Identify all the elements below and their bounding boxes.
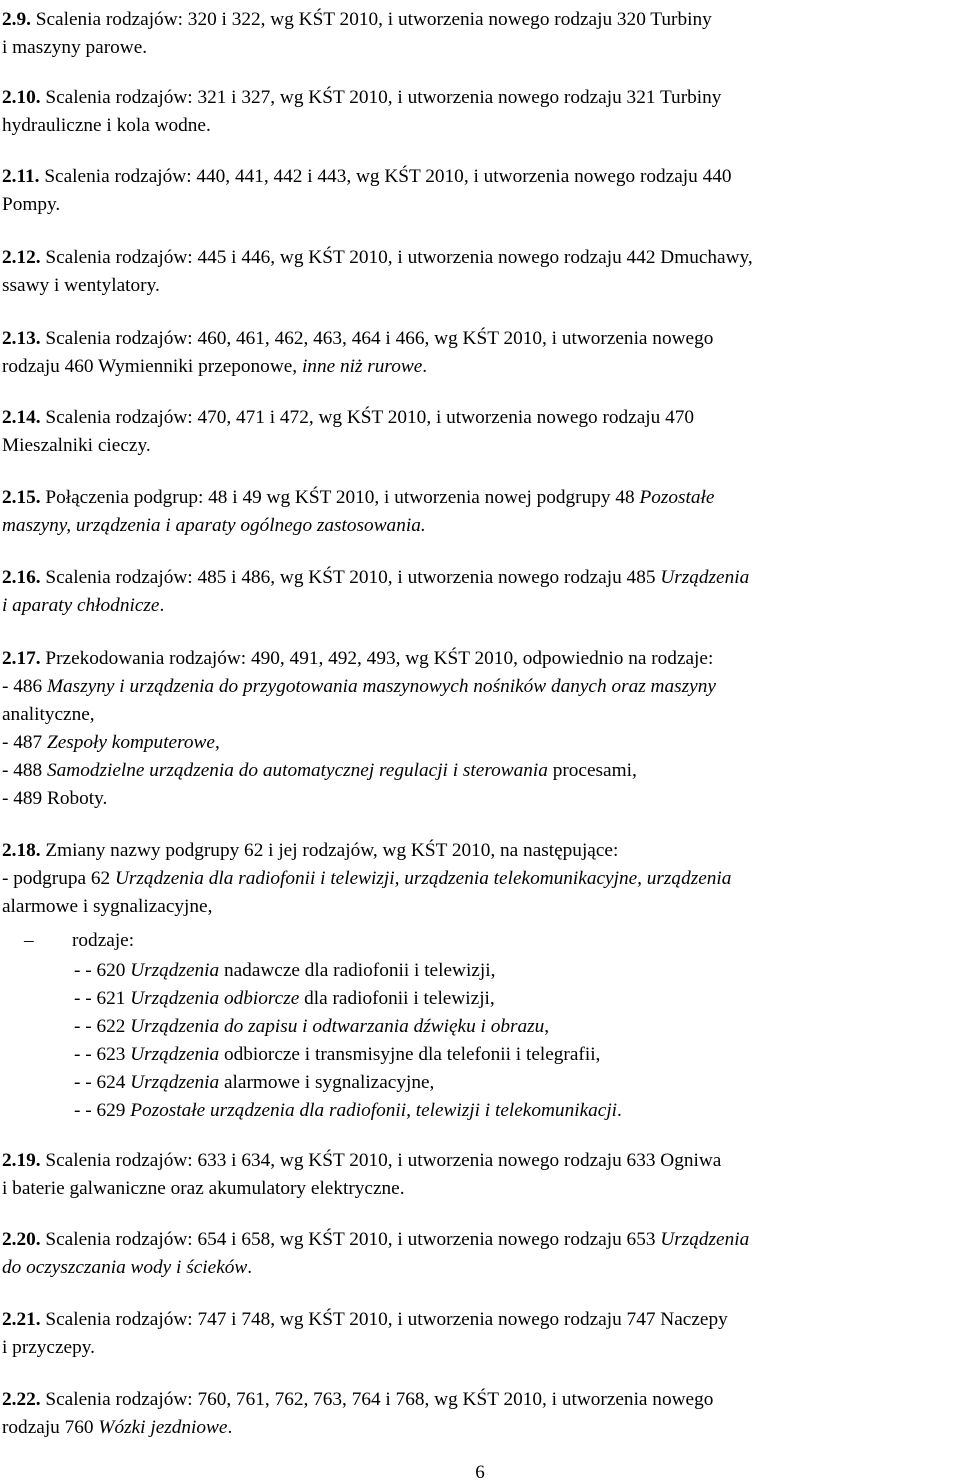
section-text: Mieszalniki cieczy. <box>2 435 151 456</box>
section-text: Połączenia podgrup: 48 i 49 wg KŚT 2010, i utworzenia nowej podgrupy 48 <box>45 487 640 508</box>
section-text: . <box>247 1257 253 1278</box>
list-item: - 488 Samodzielne urządzenia do automatycznej regulacji i sterowania procesami, <box>2 760 637 781</box>
section-text: Scalenia rodzajów: 470, 471 i 472, wg KŚT 2010, i utworzenia nowego rodzaju 470 <box>45 407 695 428</box>
section-italic-text: Urządzenia <box>660 1229 750 1250</box>
list-item: - - 629 Pozostałe urządzenia dla radiofonii, telewizji i telekomunikacji. <box>74 1100 622 1121</box>
section-text: Scalenia rodzajów: 445 i 446, wg KŚT 2010, i utworzenia nowego rodzaju 442 Dmuchawy, <box>45 247 753 268</box>
group-line-continuation: alarmowe i sygnalizacyjne, <box>2 896 213 917</box>
section-text: ssawy i wentylatory. <box>2 275 160 296</box>
section-2-21 <box>2 1306 958 1362</box>
section-number: 2.17. <box>2 648 41 669</box>
section-italic-text: i aparaty chłodnicze <box>2 595 160 616</box>
list-item: - 489 Roboty. <box>2 788 108 809</box>
section-2-10 <box>2 84 958 140</box>
section-2-20 <box>2 1226 958 1282</box>
page-number: 6 <box>475 1462 485 1483</box>
section-number: 2.18. <box>2 840 41 861</box>
list-item: - 487 Zespoły komputerowe, <box>2 732 220 753</box>
section-number: 2.12. <box>2 247 41 268</box>
section-italic-text: Urządzenia <box>660 567 750 588</box>
section-text: Scalenia rodzajów: 654 i 658, wg KŚT 2010, i utworzenia nowego rodzaju 653 <box>45 1229 661 1250</box>
section-text: Scalenia rodzajów: 460, 461, 462, 463, 464 i 466, wg KŚT 2010, i utworzenia nowego <box>45 328 714 349</box>
list-item: - - 622 Urządzenia do zapisu i odtwarzania dźwięku i obrazu, <box>74 1016 550 1037</box>
list-item: - - 620 Urządzenia nadawcze dla radiofonii i telewizji, <box>74 960 496 981</box>
list-item: - - 623 Urządzenia odbiorcze i transmisyjne dla telefonii i telegrafii, <box>74 1044 601 1065</box>
section-text: i przyczepy. <box>2 1337 95 1358</box>
section-text: hydrauliczne i kola wodne. <box>2 115 211 136</box>
section-2-17 <box>2 645 958 813</box>
list-item: - - 621 Urządzenia odbiorcze dla radiofonii i telewizji, <box>74 988 495 1009</box>
section-2-19 <box>2 1147 958 1203</box>
section-text: Przekodowania rodzajów: 490, 491, 492, 493, wg KŚT 2010, odpowiednio na rodzaje: <box>45 648 714 669</box>
section-number: 2.21. <box>2 1309 41 1330</box>
section-text: . <box>422 356 428 377</box>
section-text: . <box>159 595 165 616</box>
section-italic-text: Wózki jezdniowe <box>98 1417 228 1438</box>
list-item: - - 624 Urządzenia alarmowe i sygnalizacyjne, <box>74 1072 435 1093</box>
section-2-22 <box>2 1386 958 1442</box>
section-2-11 <box>2 163 958 219</box>
rodzaje-list <box>74 957 954 1125</box>
section-text: Zmiany nazwy podgrupy 62 i jej rodzajów, wg KŚT 2010, na następujące: <box>45 840 619 861</box>
section-text: rodzaju 760 <box>2 1417 99 1438</box>
section-italic-text: maszyny, urządzenia i aparaty ogólnego zastosowania. <box>2 515 426 536</box>
section-text: . <box>227 1417 233 1438</box>
section-number: 2.19. <box>2 1150 41 1171</box>
section-text: Scalenia rodzajów: 633 i 634, wg KŚT 2010, i utworzenia nowego rodzaju 633 Ogniwa <box>45 1150 722 1171</box>
section-italic-text: inne niż rurowe <box>301 356 423 377</box>
section-number: 2.9. <box>2 9 31 30</box>
section-text: Scalenia rodzajów: 320 i 322, wg KŚT 2010, i utworzenia nowego rodzaju 320 Turbiny <box>35 9 712 30</box>
section-number: 2.11. <box>2 166 40 187</box>
section-number: 2.15. <box>2 487 41 508</box>
list-item: - 486 Maszyny i urządzenia do przygotowania maszynowych nośników danych oraz maszyny <box>2 676 716 697</box>
section-text: Scalenia rodzajów: 440, 441, 442 i 443, wg KŚT 2010, i utworzenia nowego rodzaju 440 <box>44 166 732 187</box>
section-text: i maszyny parowe. <box>2 37 148 58</box>
section-italic-text: do oczyszczania wody i ścieków <box>2 1257 248 1278</box>
section-2-13 <box>2 325 958 381</box>
section-text: Scalenia rodzajów: 747 i 748, wg KŚT 2010, i utworzenia nowego rodzaju 747 Naczepy <box>45 1309 728 1330</box>
section-text: Scalenia rodzajów: 760, 761, 762, 763, 764 i 768, wg KŚT 2010, i utworzenia nowego <box>45 1389 714 1410</box>
section-2-16 <box>2 564 958 620</box>
section-number: 2.20. <box>2 1229 41 1250</box>
section-number: 2.22. <box>2 1389 41 1410</box>
section-2-15 <box>2 484 958 540</box>
section-2-14 <box>2 404 958 460</box>
section-2-18 <box>2 837 958 1137</box>
section-2-9 <box>2 6 958 62</box>
section-text: Scalenia rodzajów: 321 i 327, wg KŚT 2010, i utworzenia nowego rodzaju 321 Turbiny <box>45 87 722 108</box>
dash-bullet: – <box>24 930 34 951</box>
section-text: Pompy. <box>2 194 61 215</box>
section-text: Scalenia rodzajów: 485 i 486, wg KŚT 2010, i utworzenia nowego rodzaju 485 <box>45 567 661 588</box>
group-line: - podgrupa 62 Urządzenia dla radiofonii i telewizji, urządzenia telekomunikacyjne, urządzenia <box>2 868 732 889</box>
list-item-continuation: analityczne, <box>2 704 95 725</box>
section-text: rodzaju 460 Wymienniki przeponowe, <box>2 356 302 377</box>
section-2-12 <box>2 244 958 300</box>
section-number: 2.16. <box>2 567 41 588</box>
section-number: 2.13. <box>2 328 41 349</box>
section-number: 2.14. <box>2 407 41 428</box>
section-number: 2.10. <box>2 87 41 108</box>
section-text: i baterie galwaniczne oraz akumulatory elektryczne. <box>2 1178 405 1199</box>
rodzaje-label: rodzaje: <box>72 930 135 951</box>
section-italic-text: Pozostałe <box>639 487 715 508</box>
